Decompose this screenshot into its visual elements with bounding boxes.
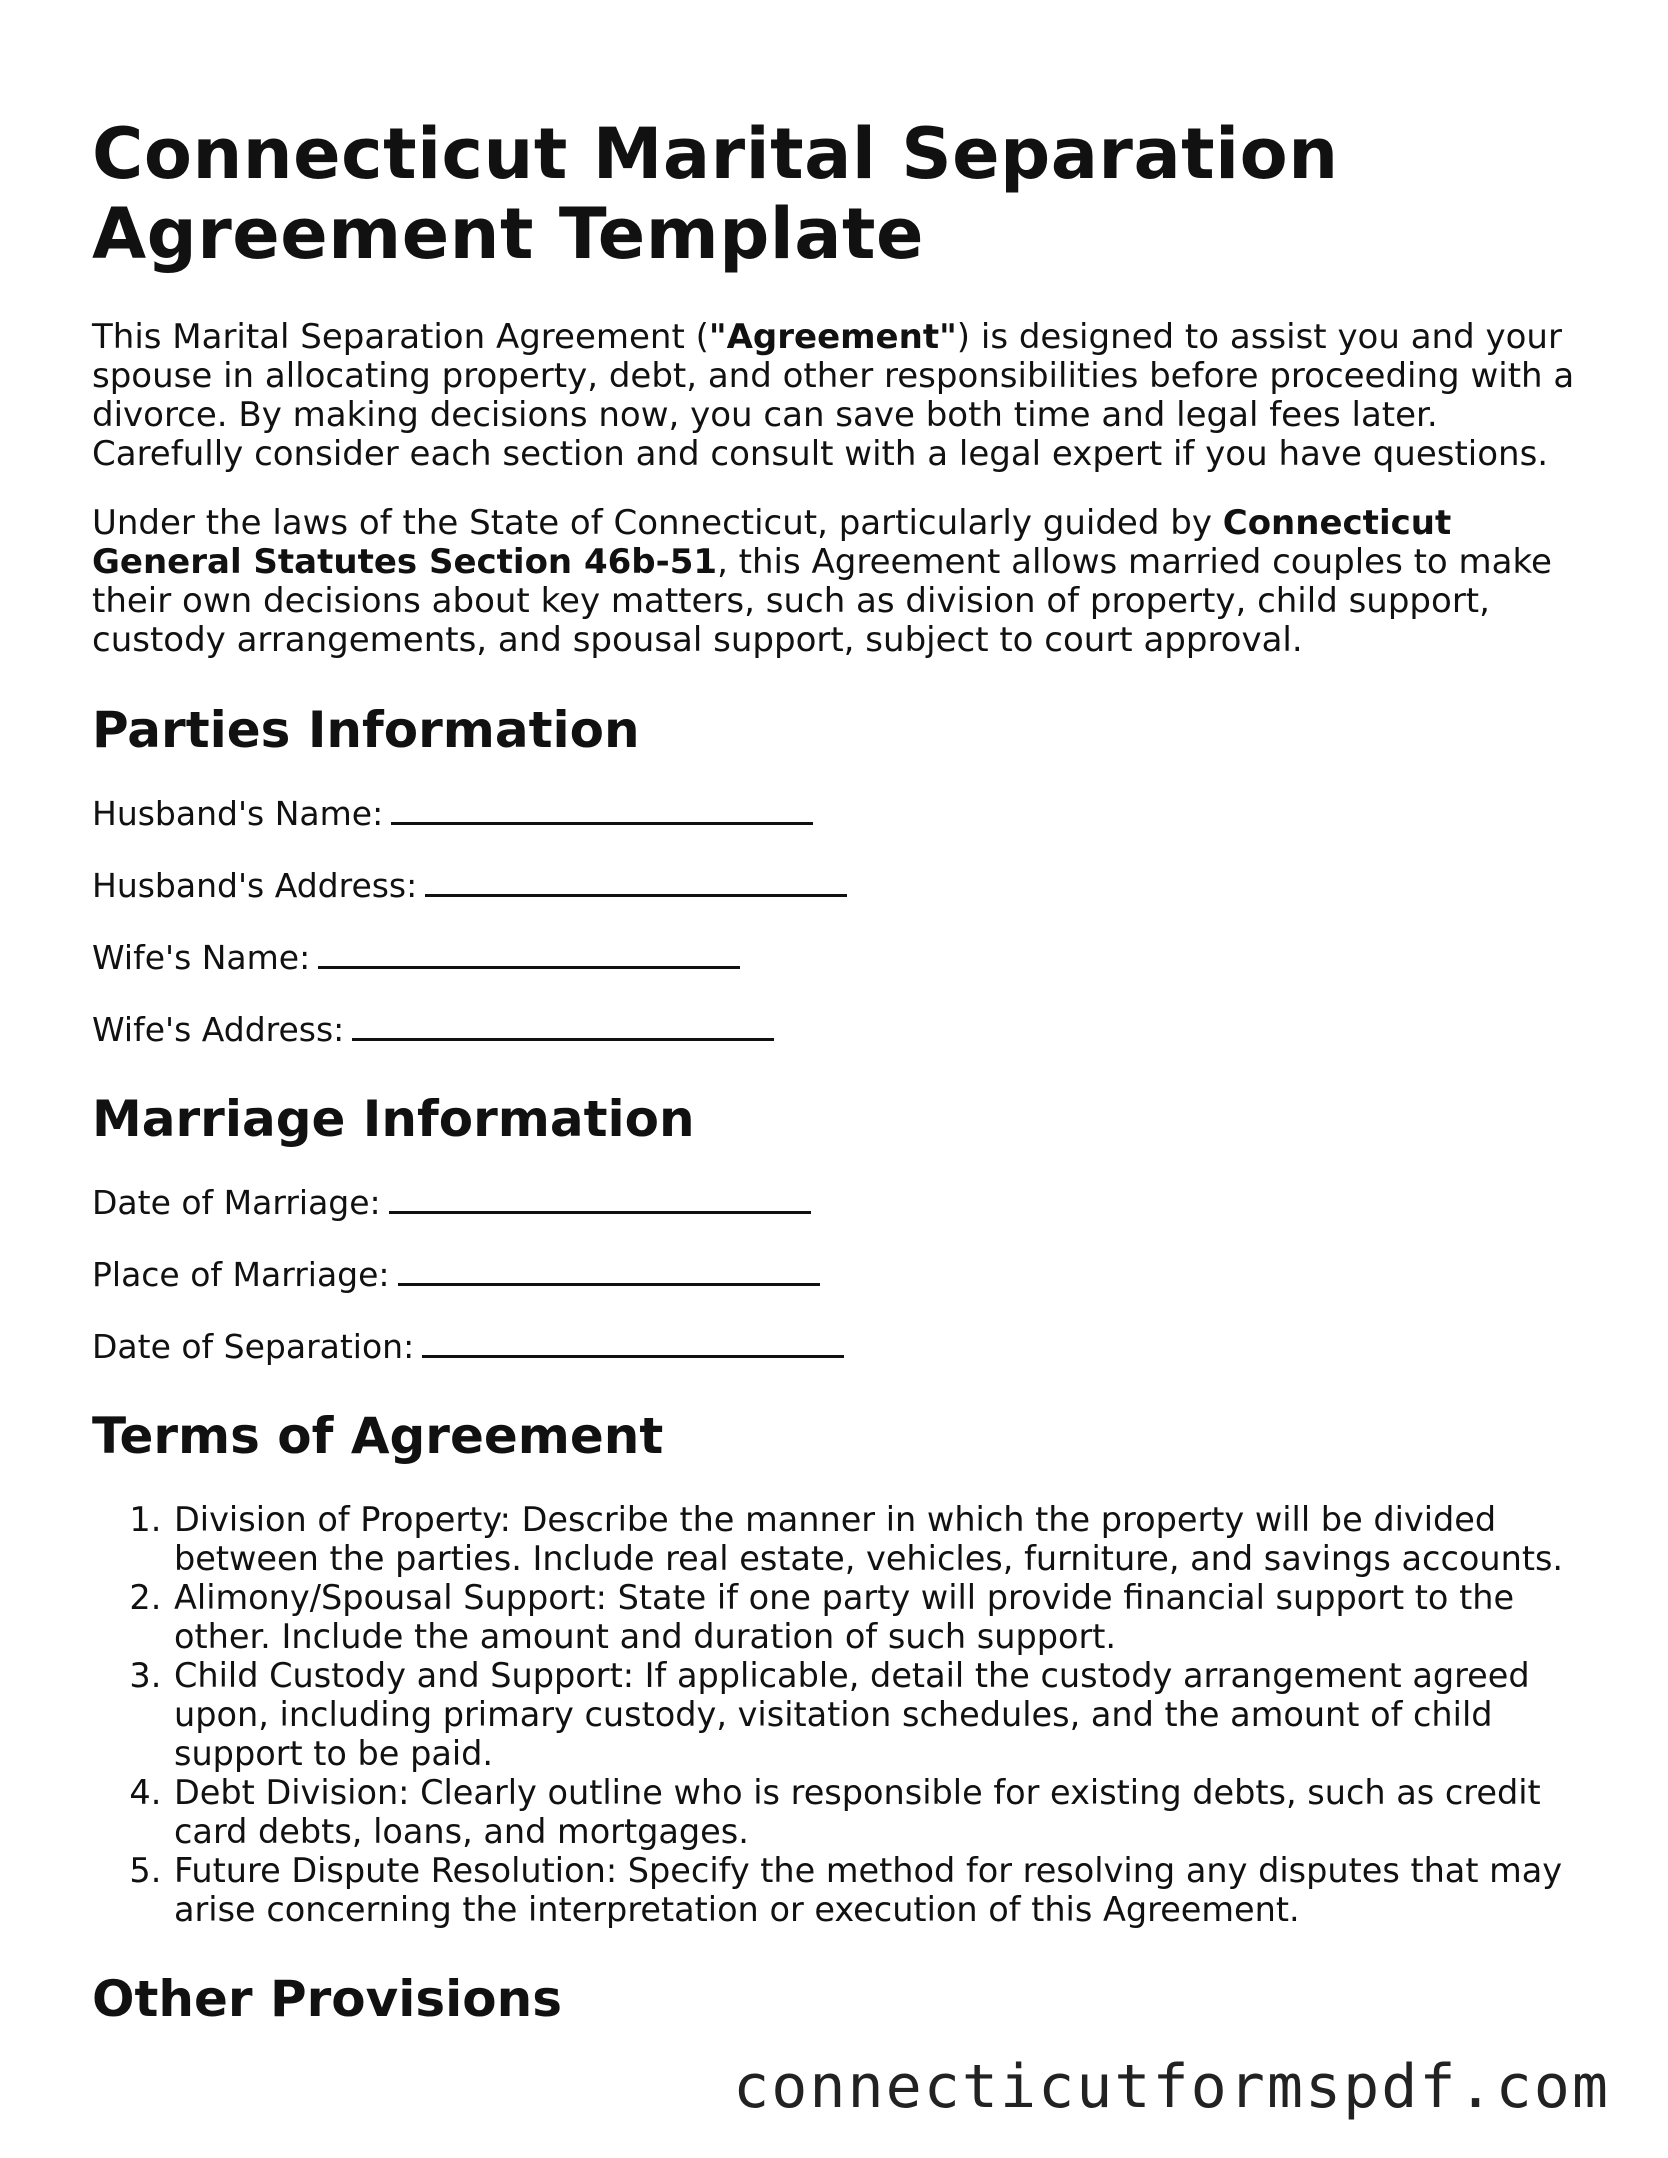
intro-text: ) is designed to assist you and your spouse in allocating property, debt, and other responsibilities before proceeding with a divorce. By making decisions now, you can save both time and legal fees later. Carefully consider each section and consult with a legal expert if you have questions.	[92, 317, 1575, 474]
terms-heading: Terms of Agreement	[92, 1407, 664, 1465]
intro-paragraph-1	[92, 318, 1592, 474]
intro-text: Under the laws of the State of Connecticut, particularly guided by	[92, 503, 1223, 543]
document-page	[92, 114, 1592, 2063]
site-watermark: connecticutformspdf.com	[733, 2052, 1610, 2122]
husband-name-field	[92, 794, 1592, 833]
date-of-separation-field	[92, 1327, 1592, 1366]
field-label: Husband's Address:	[92, 866, 418, 905]
list-item: 4. Debt Division: Clearly outline who is responsible for existing debts, such as credit card debts, loans, and mortgages.	[172, 1773, 1592, 1851]
field-label: Place of Marriage:	[92, 1255, 390, 1294]
intro-text: This Marital Separation Agreement (	[92, 317, 709, 357]
wife-name-field	[92, 938, 1592, 977]
husband-address-blank[interactable]	[425, 866, 847, 897]
list-item: 3. Child Custody and Support: If applicable, detail the custody arrangement agreed upon, including primary custody, visitation schedules, and the amount of child support to be paid.	[172, 1656, 1592, 1773]
field-label: Husband's Name:	[92, 794, 384, 833]
date-of-marriage-blank[interactable]	[389, 1183, 811, 1214]
intro-paragraph-2	[92, 504, 1592, 660]
statute-reference: Connecticut General Statutes Section 46b-51	[92, 503, 1452, 582]
parties-heading: Parties Information	[92, 701, 640, 759]
marriage-heading: Marriage Information	[92, 1090, 695, 1148]
field-label: Date of Separation:	[92, 1327, 415, 1366]
date-of-separation-blank[interactable]	[422, 1327, 844, 1358]
list-item: 2. Alimony/Spousal Support: State if one party will provide financial support to the other. Include the amount and duration of such support.	[172, 1578, 1592, 1656]
husband-address-field	[92, 866, 1592, 905]
intro-text: , this Agreement allows married couples to make their own decisions about key matters, such as division of property, child support, custody arrangements, and spousal support, subject to court approval.	[92, 542, 1552, 660]
document-title: Connecticut Marital Separation Agreement Template	[92, 113, 1339, 275]
list-item: 5. Future Dispute Resolution: Specify the method for resolving any disputes that may arise concerning the interpretation or execution of this Agreement.	[172, 1851, 1592, 1929]
wife-address-blank[interactable]	[352, 1010, 774, 1041]
wife-name-blank[interactable]	[318, 938, 740, 969]
terms-list	[92, 1500, 1592, 1929]
place-of-marriage-field	[92, 1255, 1592, 1294]
intro-bold-term: "Agreement"	[708, 317, 957, 357]
other-provisions-heading: Other Provisions	[92, 1970, 562, 2028]
field-label: Date of Marriage:	[92, 1183, 381, 1222]
field-label: Wife's Name:	[92, 938, 311, 977]
wife-address-field	[92, 1010, 1592, 1049]
husband-name-blank[interactable]	[391, 794, 813, 825]
list-item: 1. Division of Property: Describe the manner in which the property will be divided between the parties. Include real estate, vehicles, furniture, and savings accounts.	[172, 1500, 1592, 1578]
date-of-marriage-field	[92, 1183, 1592, 1222]
place-of-marriage-blank[interactable]	[398, 1255, 820, 1286]
field-label: Wife's Address:	[92, 1010, 345, 1049]
